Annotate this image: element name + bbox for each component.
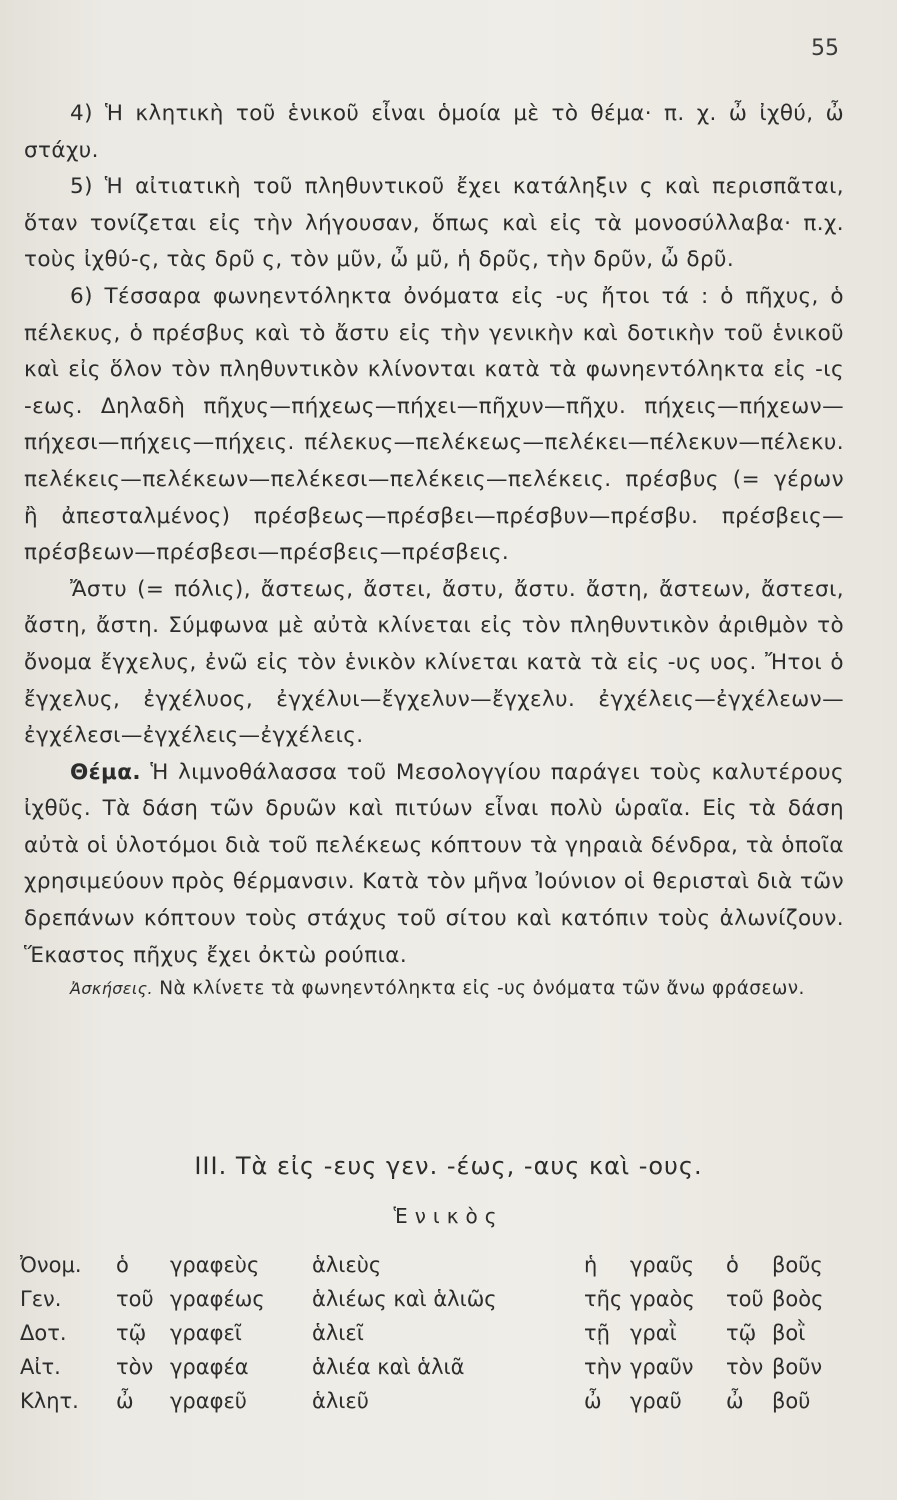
table-cell: ἁλιέως καὶ ἁλιῶς xyxy=(312,1287,497,1311)
table-cell: ὦ xyxy=(584,1389,602,1413)
table-row xyxy=(20,1384,862,1418)
table-cell: ἁλιέα καὶ ἁλιᾶ xyxy=(312,1355,465,1379)
section-title: ΙΙΙ. Τὰ εἰς -ευς γεν. -έως, -αυς καὶ -ους. xyxy=(194,1152,703,1180)
exercise-text: Νὰ κλίνετε τὰ φωνηεντόληκτα εἰς -υς ὀνόματα τῶν ἄνω φράσεων. xyxy=(159,978,805,1000)
table-row xyxy=(20,1248,862,1282)
table-cell: τοῦ xyxy=(116,1287,154,1311)
rule-4-paragraph: 4) Ἡ κλητικὴ τοῦ ἑνικοῦ εἶναι ὁμοία μὲ τὸ θέμα· π. χ. ὦ ἰχθύ, ὦ στάχυ. xyxy=(24,101,844,163)
table-cell: τῆς xyxy=(584,1287,623,1311)
table-cell: ἁλιεῦ xyxy=(312,1389,369,1413)
rule-6-paragraph: 6) Τέσσαρα φωνηεντόληκτα ὀνόματα εἰς -υς ἤτοι τά : ὁ πῆχυς, ὁ πέλεκυς, ὁ πρέσβυς καὶ τὸ ἄστυ εἰς τὴν γενικὴν καὶ δοτικὴν τοῦ ἑνικοῦ καὶ εἰς ὅλον τὸν πληθυντικὸν κλίνονται κατὰ τὰ φωνηεντόληκτα εἰς -ις -εως. Δηλαδὴ πῆχυς—πήχεως—πήχει—πῆχυν—πῆχυ. πήχεις—πήχεων—πήχεσι—πήχεις—πήχεις. πέλεκυς—πελέκεως—πελέκει—πέλεκυν—πέλεκυ. πελέκεις—πελέκεων—πελέκεσι—πελέκεις—πελέκεις. πρέσβυς (= γέρων ἢ ἀπεσταλμένος) πρέσβεως—πρέσβει—πρέσβυν—πρέσβυ. πρέσβεις—πρέσβεων—πρέσβεσι—πρέσβεις—πρέσβεις. xyxy=(24,283,844,566)
table-cell: τὸν xyxy=(726,1355,764,1379)
table-cell: ὦ xyxy=(726,1389,744,1413)
table-cell: τῇ xyxy=(584,1321,610,1345)
table-cell: τοῦ xyxy=(726,1287,764,1311)
table-row xyxy=(20,1316,862,1350)
case-label: Δοτ. xyxy=(20,1321,67,1345)
table-cell: γραὸς xyxy=(630,1287,695,1311)
table-cell: ὁ xyxy=(116,1253,129,1277)
rule-5-paragraph: 5) Ἡ αἰτιατικὴ τοῦ πληθυντικοῦ ἔχει κατάληξιν ς καὶ περισπᾶται, ὅταν τονίζεται εἰς τὴν λήγουσαν, ὅπως καὶ εἰς τὰ μονοσύλλαβα· π.χ. τοὺς ἰχθύ-ς, τὰς δρῦ ς, τὸν μῦν, ὦ μῦ, ἡ δρῦς, τὴν δρῦν, ὦ δρῦ. xyxy=(24,174,844,273)
table-cell: βοῦ xyxy=(772,1389,811,1413)
table-cell: ἡ xyxy=(584,1253,598,1277)
case-label: Κλητ. xyxy=(20,1389,79,1413)
table-cell: γραφέως xyxy=(170,1287,265,1311)
theme-text: Ἡ λιμνοθάλασσα τοῦ Μεσολογγίου παράγει τοὺς καλυτέρους ἰχθῦς. Τὰ δάση τῶν δρυῶν καὶ πιτύων εἶναι πολὺ ὡραῖα. Εἰς τὰ δάση αὐτὰ οἱ ὑλοτόμοι διὰ τοῦ πελέκεως κόπτουν τὰ γηραιὰ δένδρα, τὰ ὁποῖα χρησιμεύουν πρὸς θέρμανσιν. Κατὰ τὸν μῆνα Ἰούνιον οἱ θερισταὶ διὰ τῶν δρεπάνων κόπτουν τοὺς στάχυς τοῦ σίτου καὶ κατόπιν τοὺς ἀλωνίζουν. Ἕκαστος πῆχυς ἔχει ὀκτὼ ρούπια. xyxy=(24,759,844,968)
table-cell: τὸν xyxy=(116,1355,154,1379)
theme-label: Θέμα. xyxy=(70,759,142,785)
table-cell: γραφεῖ xyxy=(170,1321,242,1345)
body-text xyxy=(24,96,844,1004)
table-cell: γραφέα xyxy=(170,1355,249,1379)
table-cell: ὦ xyxy=(116,1389,134,1413)
table-cell: τὴν xyxy=(584,1355,622,1379)
exercise-label: Ἀσκήσεις. xyxy=(70,979,153,999)
table-cell: γραφεῦ xyxy=(170,1389,247,1413)
table-cell: τῷ xyxy=(726,1321,757,1345)
section-subtitle: Ἑνικὸς xyxy=(393,1204,504,1228)
table-cell: βοῦς xyxy=(772,1253,823,1277)
table-row xyxy=(20,1282,862,1316)
table-cell: γραῦς xyxy=(630,1253,695,1277)
table-cell: βοῦν xyxy=(772,1355,823,1379)
table-cell: γραφεὺς xyxy=(170,1253,260,1277)
case-label: Γεν. xyxy=(20,1287,62,1311)
table-cell: γραῒ xyxy=(630,1321,677,1345)
page-number: 55 xyxy=(811,36,839,61)
table-cell: ἁλιεῖ xyxy=(312,1321,364,1345)
table-cell: βοὸς xyxy=(772,1287,824,1311)
table-cell: ὁ xyxy=(726,1253,739,1277)
table-cell: βοῒ xyxy=(772,1321,806,1345)
theme-paragraph xyxy=(24,755,844,975)
table-row xyxy=(20,1350,862,1384)
declension-table xyxy=(20,1248,862,1418)
table-cell: γραῦ xyxy=(630,1389,682,1413)
table-cell: τῷ xyxy=(116,1321,147,1345)
astu-paragraph: Ἄστυ (= πόλις), ἄστεως, ἄστει, ἄστυ, ἄστυ. ἄστη, ἄστεων, ἄστεσι, ἄστη, ἄστη. Σύμφωνα μὲ αὐτὰ κλίνεται εἰς τὸν πληθυντικὸν ἀριθμὸν τὸ ὄνομα ἔγχελυς, ἐνῶ εἰς τὸν ἑνικὸν κλίνεται κατὰ τὰ εἰς -υς υος. Ἤτοι ὁ ἔγχελυς, ἐγχέλυος, ἐγχέλυι—ἔγχελυν—ἔγχελυ. ἐγχέλεις—ἐγχέλεων—ἐγχέλεσι—ἐγχέλεις—ἐγχέλεις. xyxy=(24,576,844,749)
table-cell: γραῦν xyxy=(630,1355,694,1379)
case-label: Αἰτ. xyxy=(20,1355,61,1379)
table-cell: ἁλιεὺς xyxy=(312,1253,382,1277)
case-label: Ὀνομ. xyxy=(20,1253,82,1277)
exercise-paragraph xyxy=(24,974,844,1004)
